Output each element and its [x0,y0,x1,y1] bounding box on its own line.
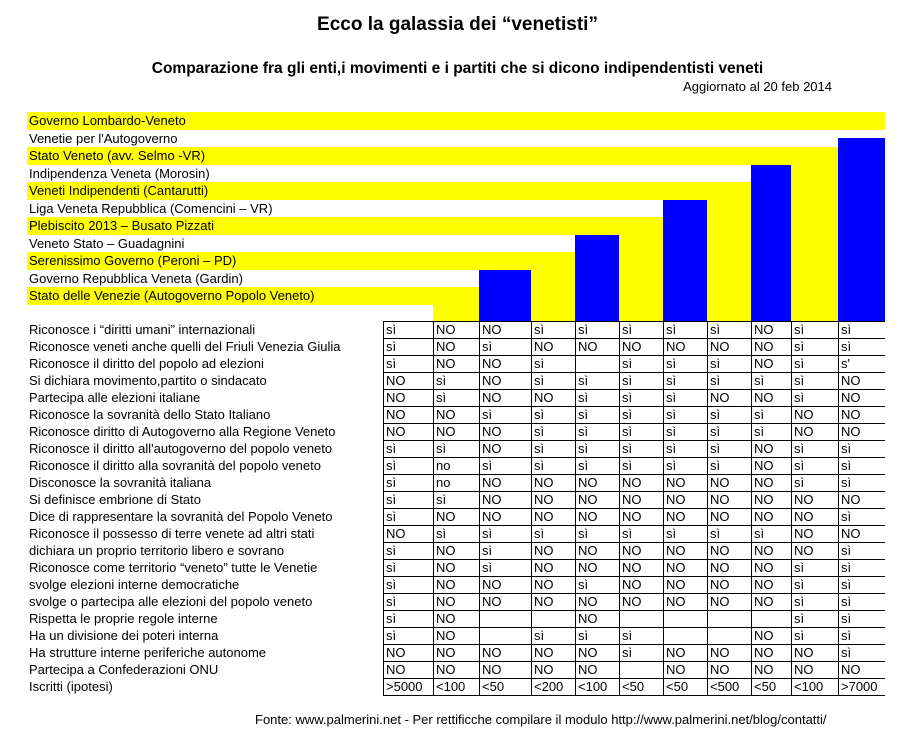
entity-label: Stato Veneto (avv. Selmo -VR) [29,148,206,163]
table-cell: sì [710,407,721,422]
table-cell: sì [841,577,852,592]
table-cell: sì [578,577,589,592]
criterion-label: Riconosce come territorio “veneto” tutte le Venetie [29,560,318,575]
table-cell: NO [794,543,814,558]
entity-column-block [838,138,885,322]
table-cell: sì [534,322,545,337]
table-cell: NO [622,577,642,592]
table-cell: <50 [666,679,689,694]
table-cell: sì [578,441,589,456]
table-cell: sì [666,458,677,473]
criterion-label: Ha strutture interne periferiche autonome [29,645,267,660]
table-cell: sì [754,407,765,422]
entity-label: Governo Lombardo-Veneto [29,113,186,128]
table-cell: NO [534,560,554,575]
table-cell: NO [666,475,686,490]
table-cell: <500 [710,679,740,694]
table-cell: sì [754,526,765,541]
table-cell: sì [794,322,805,337]
table-cell: NO [386,526,406,541]
table-cell: NO [436,662,456,677]
table-cell: NO [578,339,598,354]
table-cell: sì [386,441,397,456]
table-cell: NO [534,492,554,507]
table-cell: NO [436,543,456,558]
table-cell: sì [622,628,633,643]
criterion-label: dichiara un proprio territorio libero e sovrano [29,543,285,558]
table-cell: sì [622,458,633,473]
table-cell: NO [482,577,502,592]
table-cell: sì [841,645,852,660]
table-cell: NO [534,594,554,609]
table-cell: sì [794,390,805,405]
table-row-line [383,440,885,441]
table-row-line [383,627,885,628]
table-cell: sì [622,424,633,439]
table-cell: sì [534,356,545,371]
table-cell: sì [710,373,721,388]
table-cell: sì [841,475,852,490]
table-cell: sì [710,356,721,371]
table-cell: NO [710,390,730,405]
table-cell: sì [436,526,447,541]
table-cell: NO [436,509,456,524]
table-cell: NO [482,356,502,371]
table-cell: NO [666,577,686,592]
criterion-label: Riconosce il diritto all'autogoverno del popolo veneto [29,441,333,456]
table-cell: sì [841,543,852,558]
criterion-label: svolge elezioni interne democratiche [29,577,240,592]
table-cell: sì [794,628,805,643]
table-cell: NO [436,560,456,575]
entity-label: Stato delle Venezie (Autogoverno Popolo Veneto) [29,288,315,303]
table-cell: sì [578,322,589,337]
table-cell: NO [578,492,598,507]
table-cell: sì [666,322,677,337]
table-cell: NO [666,339,686,354]
table-cell: >5000 [386,679,423,694]
table-cell: sì [622,441,633,456]
page-title: Ecco la galassia dei “venetisti” [317,14,598,35]
table-cell: NO [436,645,456,660]
table-cell: NO [436,424,456,439]
table-cell: sì [622,373,633,388]
table-cell: NO [754,441,774,456]
table-cell: sì [794,441,805,456]
table-cell: sì [534,628,545,643]
table-cell: sì [710,526,721,541]
table-cell: sì [578,526,589,541]
table-column-line [791,321,792,696]
table-cell: NO [436,628,456,643]
table-cell: sì [794,475,805,490]
table-column-line [663,321,664,696]
table-cell: NO [386,424,406,439]
table-cell: sì [622,407,633,422]
table-cell: sì [386,492,397,507]
table-cell: sì [710,322,721,337]
table-cell: sì [841,611,852,626]
criterion-label: Riconosce il diritto alla sovranità del popolo veneto [29,458,321,473]
table-cell: sì [436,441,447,456]
table-cell: sì [666,356,677,371]
table-column-line [751,321,752,696]
subtitle: Comparazione fra gli enti,i movimenti e i partiti che si dicono indipendentisti veneti [151,60,764,77]
table-cell: NO [482,509,502,524]
entity-column-block [433,287,479,321]
table-cell: NO [754,475,774,490]
table-cell: NO [386,373,406,388]
table-column-line [575,321,576,696]
entity-column-block [751,165,791,322]
table-cell: <50 [482,679,505,694]
table-cell: sì [794,594,805,609]
table-cell: NO [578,611,598,626]
table-cell: NO [710,577,730,592]
table-cell: NO [754,543,774,558]
table-cell: NO [710,543,730,558]
table-cell: NO [436,611,456,626]
table-cell: sì [534,407,545,422]
table-cell: NO [578,645,598,660]
table-cell: <50 [622,679,645,694]
table-cell: NO [754,356,774,371]
table-cell: NO [841,662,861,677]
table-cell: no [436,458,451,473]
entity-column-block [479,270,531,322]
table-cell: sì [794,373,805,388]
table-cell: sì [754,424,765,439]
table-row-line [383,610,885,611]
table-cell: sì [666,407,677,422]
table-cell: sì [386,322,397,337]
criterion-label: Si dichiara movimento,partito o sindacato [29,373,267,388]
entity-column-block [791,147,838,321]
table-column-line [531,321,532,696]
table-cell: NO [794,424,814,439]
table-cell: sì [386,594,397,609]
table-cell: sì [841,509,852,524]
table-cell: NO [710,662,730,677]
criterion-label: Ha un divisione dei poteri interna [29,628,219,643]
table-cell: <100 [578,679,608,694]
table-cell: NO [482,594,502,609]
criterion-label: Riconosce il diritto del popolo ad elezioni [29,356,264,371]
table-cell: sì [386,356,397,371]
table-cell: sì [666,390,677,405]
table-cell: NO [482,424,502,439]
table-column-line [479,321,480,696]
table-cell: NO [436,577,456,592]
table-cell: sì [622,526,633,541]
table-cell: NO [578,475,598,490]
table-cell: NO [534,475,554,490]
table-cell: NO [710,475,730,490]
table-cell: sì [622,356,633,371]
table-cell: sì [578,628,589,643]
table-cell: sì [794,356,805,371]
table-cell: NO [841,390,861,405]
table-cell: sì [666,526,677,541]
table-cell: NO [754,662,774,677]
entity-column-block [531,252,575,321]
table-cell: NO [436,356,456,371]
table-cell: sì [794,577,805,592]
criterion-label: Dice di rappresentare la sovranità del Popolo Veneto [29,509,333,524]
table-column-line [433,321,434,696]
entity-label: Governo Repubblica Veneta (Gardin) [29,270,243,286]
table-cell: NO [482,441,502,456]
table-cell: sì [841,560,852,575]
table-column-line [707,321,708,696]
table-cell: NO [386,662,406,677]
table-cell: sì [578,390,589,405]
criterion-label: Riconosce veneti anche quelli del Friuli Venezia Giulia [29,339,341,354]
entity-column-block [663,200,707,322]
table-cell: NO [666,492,686,507]
criterion-label: Partecipa a Confederazioni ONU [29,662,219,677]
table-cell: >7000 [841,679,878,694]
table-cell: sì [622,322,633,337]
table-cell: NO [754,577,774,592]
table-cell: NO [754,390,774,405]
table-cell: <200 [534,679,564,694]
table-cell: sì [666,373,677,388]
table-cell: NO [578,560,598,575]
entity-column-block [619,217,663,321]
table-cell: sì [436,390,447,405]
table-cell: NO [666,645,686,660]
table-cell: NO [710,339,730,354]
table-cell: NO [622,560,642,575]
table-cell: NO [754,492,774,507]
entity-column-block [575,235,619,322]
criterion-label: Riconosce i “diritti umani” internazionali [29,322,256,337]
table-cell: NO [386,390,406,405]
entity-label: Indipendenza Veneta (Morosin) [29,165,210,181]
criterion-label: Riconosce diritto di Autogoverno alla Regione Veneto [29,424,336,439]
table-cell: sì [794,611,805,626]
entity-label: Veneto Stato – Guadagnini [29,235,185,251]
table-cell: sì [622,390,633,405]
table-cell: NO [841,407,861,422]
table-cell: NO [436,407,456,422]
table-cell: NO [578,509,598,524]
table-cell: sì [534,458,545,473]
table-top-border [383,321,885,322]
table-cell: NO [482,475,502,490]
table-cell: sì [482,458,493,473]
table-cell: NO [482,322,502,337]
table-cell: sì [534,373,545,388]
table-cell: sì [482,339,493,354]
table-cell: sì [841,628,852,643]
table-column-line [838,321,839,696]
entity-label: Veneti Indipendenti (Cantarutti) [29,183,209,198]
criterion-label: Disconosce la sovranità italiana [29,475,212,490]
table-cell: NO [710,645,730,660]
table-cell: NO [534,543,554,558]
table-cell: sì [386,543,397,558]
table-cell: sì [482,543,493,558]
table-cell: sì [386,339,397,354]
table-cell: NO [482,390,502,405]
table-cell: NO [578,662,598,677]
table-row-line [383,695,885,696]
criterion-label: Riconosce il possesso di terre venete ad altri stati [29,526,315,541]
table-cell: NO [436,322,456,337]
table-cell: NO [794,492,814,507]
table-cell: NO [622,509,642,524]
table-cell: sì [386,611,397,626]
table-cell: NO [482,492,502,507]
table-cell: sì [622,645,633,660]
table-cell: NO [794,662,814,677]
table-cell: NO [754,645,774,660]
table-cell: NO [754,322,774,337]
table-cell: sì [386,577,397,592]
table-row-line [383,372,885,373]
table-column-line [619,321,620,696]
table-cell: sì [482,560,493,575]
table-cell: NO [534,577,554,592]
table-cell: NO [622,492,642,507]
table-cell: sì [534,526,545,541]
table-cell: sì [534,441,545,456]
table-cell: NO [436,339,456,354]
table-cell: NO [841,492,861,507]
table-cell: sì [841,594,852,609]
criterion-label: Iscritti (ipotesi) [29,679,113,694]
entity-label: Venetie per l'Autogoverno [29,130,178,146]
table-cell: <100 [794,679,824,694]
table-cell: NO [754,628,774,643]
table-cell: NO [710,560,730,575]
table-cell: NO [710,594,730,609]
table-cell: NO [482,662,502,677]
table-cell: NO [386,407,406,422]
table-cell: NO [841,526,861,541]
table-cell: sì [578,424,589,439]
criterion-label: Riconosce la sovranità dello Stato Italiano [29,407,271,422]
table-cell: sì [710,424,721,439]
table-cell: NO [794,526,814,541]
table-cell: sì [534,424,545,439]
table-row-line [383,355,885,356]
table-cell: NO [482,373,502,388]
table-cell: sì [386,560,397,575]
table-cell: NO [754,594,774,609]
table-cell: sì [482,407,493,422]
table-cell: NO [534,339,554,354]
table-cell: sì [578,407,589,422]
entity-column-block [707,182,751,321]
table-column-line [383,321,384,696]
table-cell: NO [482,645,502,660]
table-cell: sì [841,458,852,473]
table-cell: sì [841,441,852,456]
entity-label: Liga Veneta Repubblica (Comencini – VR) [29,200,273,216]
table-row-line [383,389,885,390]
table-cell: NO [841,373,861,388]
source-note: Fonte: www.palmerini.net - Per rettificche compilare il modulo http://www.palmerini.net/blog/contatti/ [255,712,827,727]
table-cell: NO [710,509,730,524]
table-cell: NO [666,594,686,609]
table-cell: sì [386,458,397,473]
criterion-label: Si definisce embrione di Stato [29,492,201,507]
criterion-label: Rispetta le proprie regole interne [29,611,218,626]
table-cell: <50 [754,679,777,694]
table-cell: NO [794,407,814,422]
table-cell: NO [578,543,598,558]
table-cell: sì [710,441,721,456]
table-cell: NO [666,509,686,524]
table-cell: sì [841,322,852,337]
updated-date: Aggiornato al 20 feb 2014 [683,79,832,94]
table-cell: NO [578,594,598,609]
entity-label: Plebiscito 2013 – Busato Pizzati [29,218,214,233]
table-cell: NO [534,645,554,660]
table-cell: sì [482,526,493,541]
table-cell: NO [841,424,861,439]
table-cell: NO [386,645,406,660]
table-cell: sì [841,339,852,354]
table-cell: sì [794,339,805,354]
table-row-line [383,457,885,458]
table-cell: sì [436,373,447,388]
table-cell: sì [710,458,721,473]
table-cell: NO [754,339,774,354]
table-cell: NO [534,390,554,405]
table-cell: sì [666,441,677,456]
table-cell: sì [794,458,805,473]
table-cell: sì [436,492,447,507]
criterion-label: svolge o partecipa alle elezioni del popolo veneto [29,594,313,609]
table-cell: NO [436,594,456,609]
table-cell: NO [534,662,554,677]
table-cell: sì [754,373,765,388]
table-cell: no [436,475,451,490]
table-cell: NO [622,543,642,558]
criterion-label: Partecipa alle elezioni italiane [29,390,201,405]
table-cell: sì [794,560,805,575]
table-cell: NO [534,509,554,524]
table-cell: sì [578,458,589,473]
table-cell: NO [754,560,774,575]
table-cell: NO [710,492,730,507]
table-cell: sì [386,475,397,490]
table-cell: NO [754,458,774,473]
table-cell: NO [794,509,814,524]
table-cell: sì [578,373,589,388]
table-cell: sì [386,628,397,643]
table-cell: NO [622,594,642,609]
table-cell: NO [666,543,686,558]
table-cell: NO [666,662,686,677]
table-cell: <100 [436,679,466,694]
table-cell: NO [794,645,814,660]
table-cell: NO [666,560,686,575]
table-cell: sì [386,509,397,524]
table-cell: NO [754,509,774,524]
table-cell: NO [622,339,642,354]
table-cell: sì [666,424,677,439]
table-cell: s' [841,356,850,371]
entity-label: Serenissimo Governo (Peroni – PD) [29,253,237,268]
table-cell: NO [622,475,642,490]
